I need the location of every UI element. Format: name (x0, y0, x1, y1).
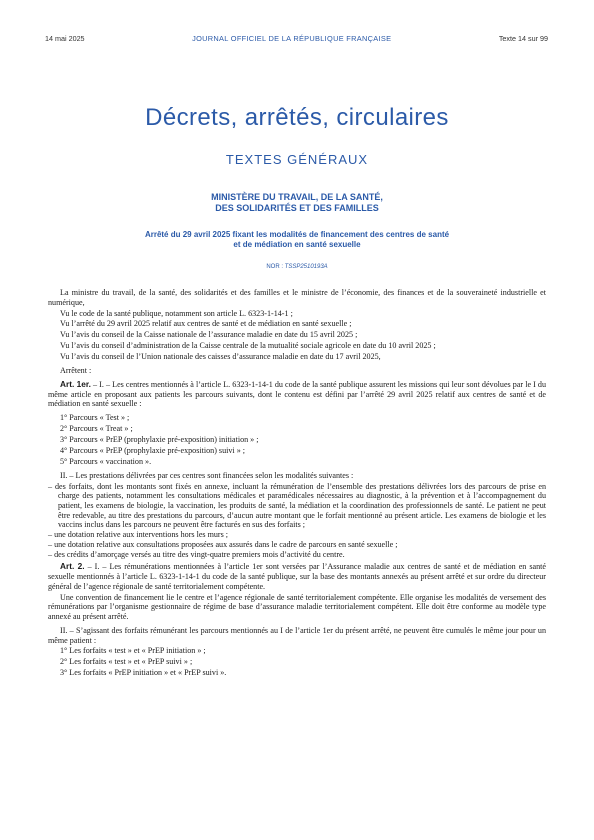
article-1-text: – I. – Les centres mentionnés à l’article L. 6323-1-14-1 du code de la santé publique assurent les missions qui leur sont dévolues par le I du même article en proposant aux patients les parcours suivants, dont le contenu est défini par l’arrêté 29 avril 2025 relatif aux centres de santé et de médiation en santé sexuelle : (48, 379, 546, 409)
article-2-text: – I. – Les rémunérations mentionnées à l’article 1er sont versées par l’Assurance maladie aux centres de santé et de médiation en santé sexuelle mentionnés à l’article L. 6323-1-14-1 du code de la santé publique, sur la base des montants annexés au présent arrêté et sur ordre du directeur général de l’agence régionale de santé territorialement compétente. (48, 562, 546, 591)
article-2-intro (48, 562, 546, 591)
arrete-title-line-1: Arrêté du 29 avril 2025 fixant les modalités de financement des centres de santé (144, 230, 450, 239)
parcours-item: 3° Parcours « PrEP (prophylaxie pré-exposition) initiation » ; (60, 435, 259, 445)
preamble-paragraph: Vu l’arrêté du 29 avril 2025 relatif aux centres de santé et de médiation en santé sexuelle ; (60, 319, 352, 329)
journal-name: JOURNAL OFFICIEL DE LA RÉPUBLIQUE FRANÇAISE (192, 34, 392, 43)
arretent: Arrêtent : (60, 366, 92, 376)
financing-item: – une dotation relative aux consultations proposées aux assurés dans le cadre de parcours en santé sexuelle ; (48, 539, 398, 549)
document-body (48, 288, 546, 679)
page-number: Texte 14 sur 99 (498, 34, 548, 43)
nor-reference (0, 264, 594, 270)
arrete-title (0, 230, 594, 250)
article-2-label: Art. 2. (60, 561, 85, 572)
nor-code: TSSP2510193A (284, 264, 328, 270)
section-subtitle: TEXTES GÉNÉRAUX (225, 152, 369, 167)
parcours-item: 2° Parcours « Treat » ; (60, 424, 133, 434)
preamble-paragraph: Vu l’avis du conseil de l’Union nationale des caisses d’assurance maladie en date du 17 avril 2025, (60, 352, 381, 362)
section-title: Décrets, arrêtés, circulaires (145, 104, 449, 131)
cumul-item: 3° Les forfaits « PrEP initiation » et « PrEP suivi ». (60, 668, 227, 678)
parcours-item: 1° Parcours « Test » ; (60, 413, 130, 423)
preamble-paragraph: Vu l’avis du conseil de la Caisse nationale de l’assurance maladie en date du 15 avril 2025 ; (60, 330, 358, 340)
arrete-title-line-2: et de médiation en santé sexuelle (233, 240, 361, 249)
financing-item: – une dotation relative aux interventions hors les murs ; (48, 530, 229, 540)
article-1-intro (48, 380, 546, 409)
nor-label: NOR : (266, 264, 285, 270)
cumul-item: 1° Les forfaits « test » et « PrEP initiation » ; (60, 646, 206, 656)
preamble-paragraph: La ministre du travail, de la santé, des solidarités et des familles et le ministre de l’économie, des finances et de la souveraineté industrielle et numérique, (48, 288, 546, 307)
preamble-paragraph: Vu l’avis du conseil d’administration de la Caisse centrale de la mutualité sociale agricole en date du 10 avril 2025 ; (60, 341, 436, 351)
preamble-paragraph: Vu le code de la santé publique, notamment son article L. 6323-1-14-1 ; (60, 308, 293, 318)
ministry-line-2: DES SOLIDARITÉS ET DES FAMILLES (215, 203, 379, 213)
page-header (45, 34, 548, 43)
article-2-paragraph: Une convention de financement lie le centre et l’agence régionale de santé territorialement compétente. Elle organise les modalités de versement des rémunérations par l’organisme gestionnaire de régime de base d’assurance maladie territorialement compétent. Elle doit être conforme au modèle type annexé au présent arrêté. (48, 592, 546, 621)
financing-item: – des forfaits, dont les montants sont fixés en annexe, incluant la rémunération de l’ensemble des prestations délivrées lors des parcours de prise en charge des patients, notamment les consultations médicales et paramédicales nécessaires au diagnostic, à la prévention et à l’accompagnement du patient, les examens de biologie, la vaccination, les produits de santé, la médiation et la coordination des professionnels de santé. Le patient ne peut être redevable, au titre des prestations du parcours, d’aucun autre montant que le forfait mentionné au présent article. Les examens de biologie et les vaccins inclus dans les parcours ne peuvent être facturés en sus des forfaits ; (48, 481, 546, 530)
parcours-item: 5° Parcours « vaccination ». (60, 456, 152, 466)
parcours-item: 4° Parcours « PrEP (prophylaxie pré-exposition) suivi » ; (60, 445, 246, 455)
article-1-label: Art. 1er. (60, 378, 91, 389)
financing-list (48, 482, 546, 560)
ministry-line-1: MINISTÈRE DU TRAVAIL, DE LA SANTÉ, (211, 192, 383, 202)
article-2-section-ii: II. – S’agissant des forfaits rémunérant les parcours mentionnés au I de l’article 1er du présent arrêté, ne peuvent être cumulés le même jour pour un même patient : (48, 625, 546, 645)
cumul-item: 2° Les forfaits « test » et « PrEP suivi » ; (60, 657, 193, 667)
header-date: 14 mai 2025 (45, 34, 85, 43)
article-1-section-ii: II. – Les prestations délivrées par ces centres sont financées selon les modalités suivantes : (60, 470, 354, 480)
ministry-name (0, 192, 594, 214)
financing-item: – des crédits d’amorçage versés au titre des vingt-quatre premiers mois d’activité du centre. (48, 549, 345, 559)
